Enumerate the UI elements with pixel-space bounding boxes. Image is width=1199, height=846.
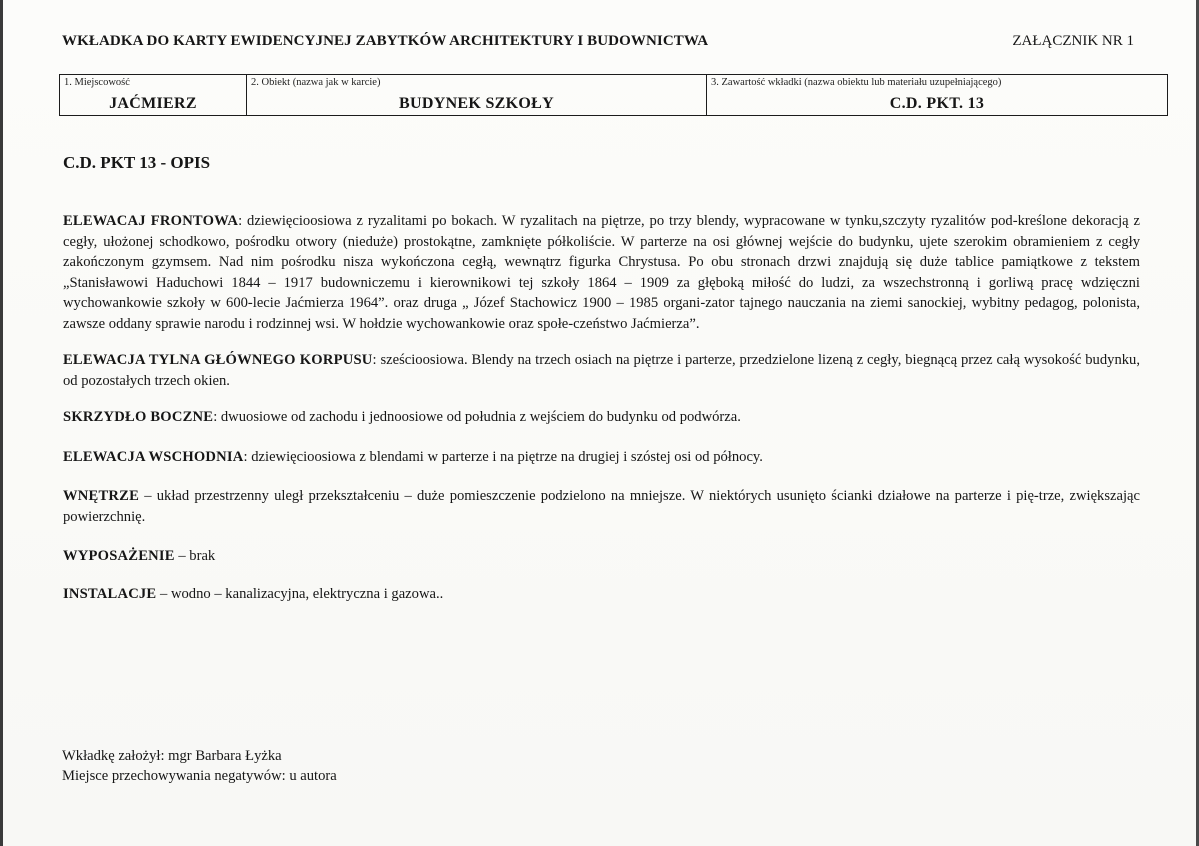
paragraph-text: – brak bbox=[174, 548, 216, 564]
paragraph-heading: WNĘTRZE bbox=[63, 488, 140, 504]
info-label: 2. Obiekt (nazwa jak w karcie) bbox=[251, 77, 381, 88]
section-title: C.D. PKT 13 - OPIS bbox=[63, 153, 211, 172]
paragraph-heading: SKRZYDŁO BOCZNE bbox=[63, 409, 214, 425]
document-footer bbox=[62, 746, 337, 786]
info-value: JAĆMIERZ bbox=[109, 95, 197, 112]
scan-edge-left bbox=[0, 0, 3, 846]
info-cell-locality bbox=[60, 75, 246, 115]
paragraph-heading: ELEWACAJ FRONTOWA bbox=[63, 213, 239, 229]
info-label: 3. Zawartość wkładki (nazwa obiektu lub materiału uzupełniającego) bbox=[711, 77, 1002, 88]
author-line: Wkładkę założył: mgr Barbara Łyżka bbox=[62, 748, 282, 764]
paragraph-east-elevation bbox=[63, 447, 1140, 468]
paragraph-interior bbox=[63, 486, 1140, 527]
paragraph-text: – układ przestrzenny uległ przekształceniu – duże pomieszczenie podzielono na mniejsze. W niektórych usunięto ścianki działowe na parterze i pię-trze, zwiększając powierzchnię. bbox=[63, 488, 1140, 525]
paragraph-side-wing bbox=[63, 407, 1140, 428]
negatives-storage-line: Miejsce przechowywania negatywów: u autora bbox=[62, 768, 337, 784]
paragraph-heading: INSTALACJE bbox=[63, 585, 157, 602]
info-table bbox=[59, 74, 1168, 116]
paragraph-rear-elevation bbox=[63, 350, 1140, 391]
info-label: 1. Miejscowość bbox=[64, 77, 130, 88]
paragraph-heading: ELEWACJA WSCHODNIA bbox=[63, 448, 244, 465]
paragraph-front-elevation bbox=[63, 211, 1140, 334]
document-title: WKŁADKA DO KARTY EWIDENCYJNEJ ZABYTKÓW ARCHITEKTURY I BUDOWNICTWA bbox=[62, 33, 709, 49]
paragraph-heading: ELEWACJA TYLNA GŁÓWNEGO KORPUSU bbox=[63, 352, 373, 368]
paragraph-furnishings bbox=[63, 546, 1140, 567]
paragraph-text: : sześcioosiowa. Blendy na trzech osiach na piętrze i parterze, przedzielone lizeną z cegły, biegnącą przez całą wysokość budynku, od pozostałych trzech okien. bbox=[63, 352, 1140, 389]
paragraph-text: : dziewięcioosiowa z blendami w parterze i na piętrze na drugiej i szóstej osi od północy. bbox=[243, 448, 763, 465]
paragraph-heading: WYPOSAŻENIE bbox=[63, 548, 175, 564]
annex-number: ZAŁĄCZNIK NR 1 bbox=[1012, 33, 1134, 49]
description-body bbox=[63, 211, 1140, 604]
document-header bbox=[62, 33, 1134, 59]
info-value: C.D. PKT. 13 bbox=[889, 95, 985, 112]
paragraph-text: : dziewięcioosiowa z ryzalitami po bokach. W ryzalitach na piętrze, po trzy blendy, wypracowane w tynku,szczyty ryzalitów pod-kreślone dekoracją z cegły, ułożonej schodkowo, pośrodku otwory (nieduże) prostokątne, zamknięte półkoliście. W parterze na osi głównej wejście do budynku, ujete szerokim obramieniem z cegły zakończonym gzymsem. Nad nim pośrodku nisza wykończona cegłą, wewnątrz figurka Chrystusa. Po obu stronach drzwi znajdują się duże tablice pamiątkowe z tekstem „Stanisławowi Haduchowi 1844 – 1917 budowniczemu i kierownikowi tej szkoły 1864 – 1909 za głęboką miłość do ludzi, za wszechstronną i gorliwą pracę wdzięczni wychowankowie szkoły w 600-lecie Jaćmierza 1964”. oraz druga „ Józef Stachowicz 1900 – 1985 organi-zator tajnego nauczania na ziemi sanockiej, wybitny pedagog, polonista, zawsze oddany sprawie narodu i rodzinnej wsi. W hołdzie wychowankowie oraz społe-czeństwo Jaćmierza”. bbox=[63, 213, 1140, 332]
paragraph-text: – wodno – kanalizacyjna, elektryczna i gazowa.. bbox=[156, 585, 444, 602]
info-cell-contents bbox=[706, 75, 1167, 115]
info-cell-object bbox=[246, 75, 706, 115]
info-value: BUDYNEK SZKOŁY bbox=[399, 95, 554, 112]
paragraph-installations bbox=[63, 584, 1140, 605]
paragraph-text: : dwuosiowe od zachodu i jednoosiowe od południa z wejściem do budynku od podwórza. bbox=[213, 409, 741, 425]
